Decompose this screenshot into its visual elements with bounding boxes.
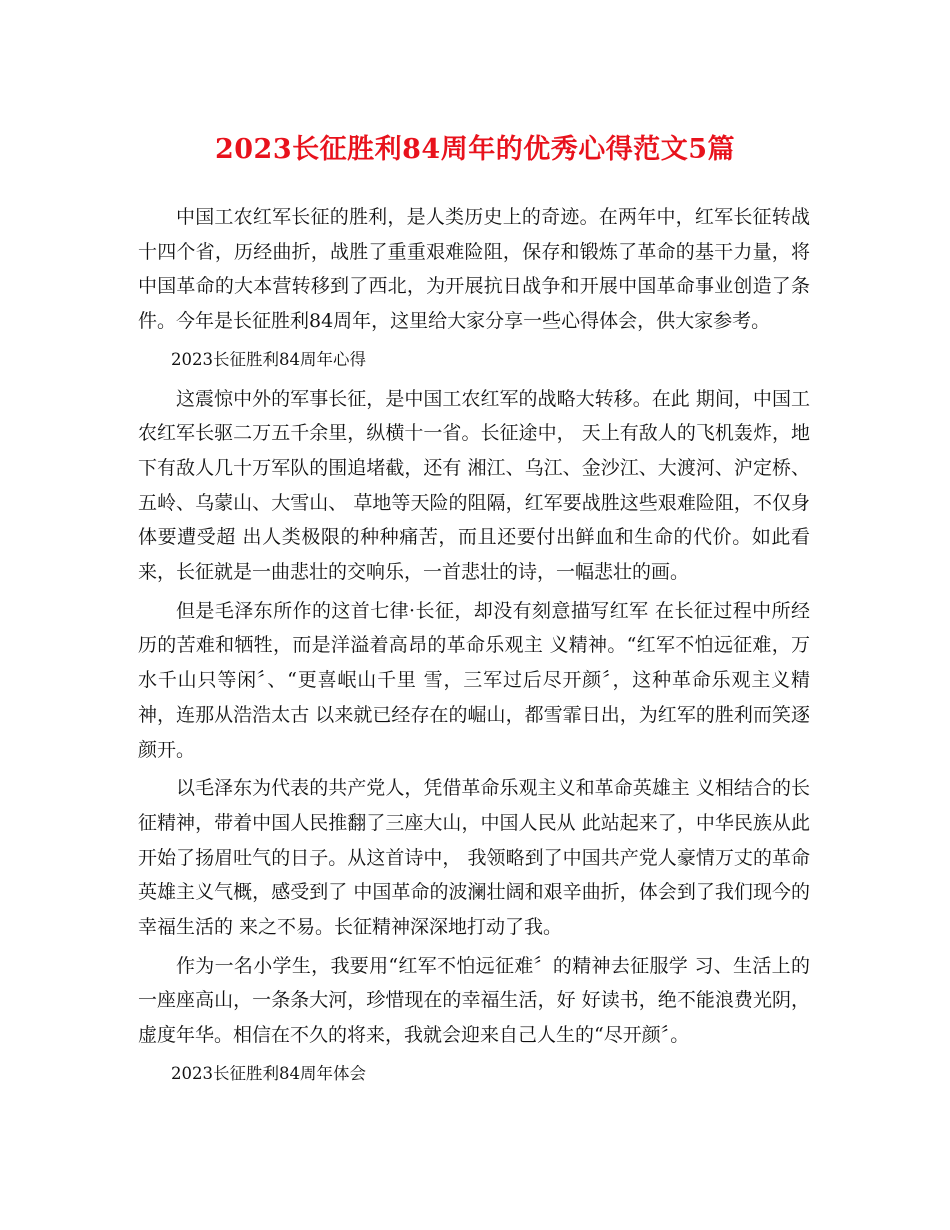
body-paragraph: 但是毛泽东所作的这首七律·长征，却没有刻意描写红军 在长征过程中所经历的苦难和牺牲，而是洋溢着高昂的革命乐观主 义精神。“红军不怕远征难，万水千山只等闲〞、“更喜岷山千里 雪，三军过后尽开颜〞，这种革命乐观主义精神，连那从浩浩太古 以来就已经存在的崛山，都雪霏日出，为红军的胜利而笑逐颜开。: [138, 599, 810, 761]
intro-paragraph: 中国工农红军长征的胜利，是人类历史上的奇迹。在两年中，红军长征转战十四个省，历经曲折，战胜了重重艰难险阻，保存和锻炼了革命的基干力量，将中国革命的大本营转移到了西北，为开展抗日战争和开展中国革命事业创造了条件。今年是长征胜利84周年，这里给大家分享一些心得体会，供大家参考。: [138, 206, 810, 333]
body-paragraph: 这震惊中外的军事长征，是中国工农红军的战略大转移。在此 期间，中国工农红军长驱二万五千余里，纵横十一省。长征途中， 天上有敌人的飞机轰炸，地下有敌人几十万军队的围追堵截，还有 湘江、乌江、金沙江、大渡河、沪定桥、五岭、乌蒙山、大雪山、 草地等天险的阻隔，红军要战胜这些艰难险阻，不仅身体要遭受超 出人类极限的种种痛苦，而且还要付出鲜血和生命的代价。如此看来，长征就是一曲悲壮的交响乐，一首悲壮的诗，一幅悲壮的画。: [138, 387, 810, 584]
document-body: [138, 200, 810, 1096]
body-paragraph: 以毛泽东为代表的共产党人，凭借革命乐观主义和革命英雄主 义相结合的长征精神，带着中国人民推翻了三座大山，中国人民从 此站起来了，中华民族从此开始了扬眉吐气的日子。从这首诗中， 我领略到了中国共产党人豪情万丈的革命英雄主义气概，感受到了 中国革命的波澜壮阔和艰辛曲折，体会到了我们现今的幸福生活的 来之不易。长征精神深深地打动了我。: [138, 777, 810, 939]
section-heading-reflection: 2023长征胜利84周年体会: [171, 1063, 366, 1083]
document-title: 2023长征胜利84周年的优秀心得范文5篇: [214, 134, 735, 165]
body-paragraph: 作为一名小学生，我要用“红军不怕远征难〞的精神去征服学 习、生活上的一座座高山，一条条大河，珍惜现在的幸福生活，好 好读书，绝不能浪费光阴，虚度年华。相信在不久的将来，我就会迎来自己人生的“尽开颜〞。: [138, 954, 810, 1047]
section-heading-experience: 2023长征胜利84周年心得: [171, 349, 366, 369]
